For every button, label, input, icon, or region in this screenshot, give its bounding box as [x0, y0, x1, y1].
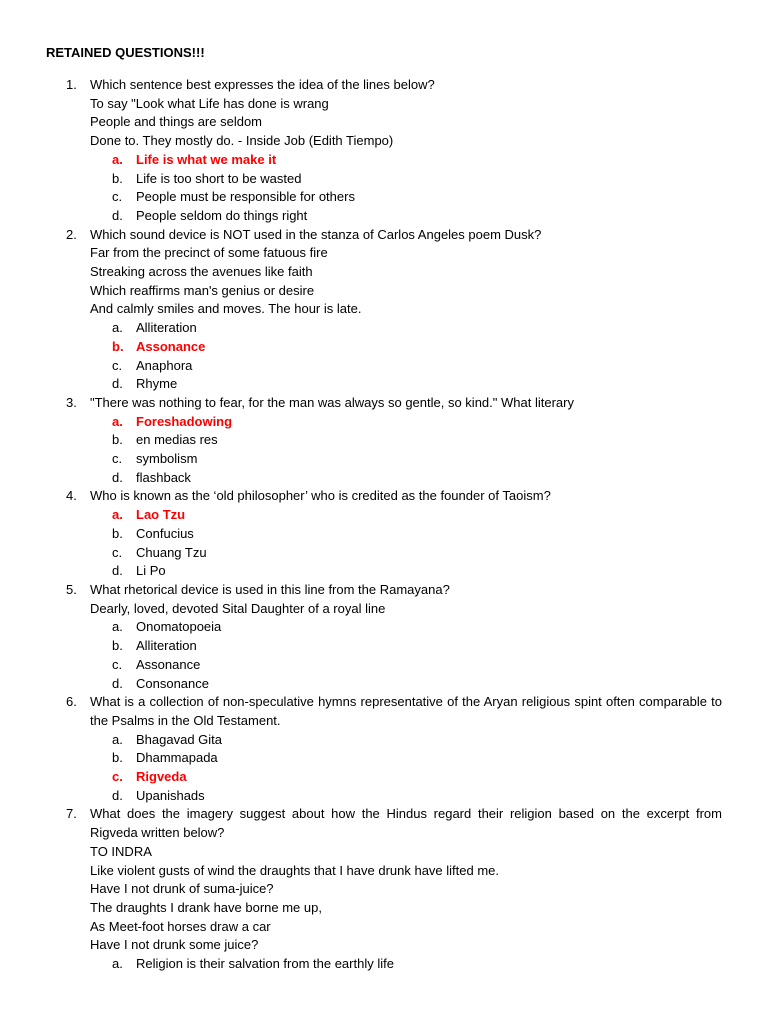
answer-choice	[90, 357, 722, 376]
choice-text: Rhyme	[136, 376, 178, 392]
answer-choice	[90, 207, 722, 226]
choice-letter: d.	[112, 376, 123, 392]
answer-choice	[90, 731, 722, 750]
question-text: Which sentence best expresses the idea of the lines below?	[90, 77, 435, 92]
choice-letter: a.	[112, 413, 123, 429]
choice-text: People seldom do things right	[136, 207, 308, 223]
choice-text: Assonance	[136, 338, 206, 354]
choice-text: Alliteration	[136, 320, 197, 336]
choice-list	[90, 618, 722, 693]
choice-letter: a.	[112, 507, 123, 523]
answer-choice	[90, 618, 722, 637]
choice-letter: d.	[112, 207, 123, 223]
correct-answer-choice	[90, 413, 722, 432]
choice-text: Upanishads	[136, 787, 205, 803]
question-number: 7.	[66, 806, 77, 822]
choice-letter: c.	[112, 451, 123, 467]
answer-choice	[90, 675, 722, 694]
answer-choice	[90, 637, 722, 656]
answer-choice	[90, 319, 722, 338]
question-excerpt-line: To say "Look what Life has done is wrang	[90, 95, 329, 111]
choice-letter: b.	[112, 170, 123, 186]
question-text: Which sound device is NOT used in the stanza of Carlos Angeles poem Dusk?	[90, 226, 542, 242]
choice-list	[90, 506, 722, 581]
choice-text: Lao Tzu	[136, 507, 186, 523]
question-excerpt-line: TO INDRA	[90, 843, 152, 859]
document-title: RETAINED QUESTIONS!!!	[46, 45, 205, 60]
choice-letter: b.	[112, 525, 123, 541]
choice-text: Religion is their salvation from the earthly life	[136, 956, 394, 972]
question-excerpt-line: Far from the precinct of some fatuous fire	[90, 245, 328, 261]
choice-letter: d.	[112, 675, 123, 691]
answer-choice	[90, 188, 722, 207]
choice-text: en medias res	[136, 432, 218, 448]
choice-list	[90, 151, 722, 226]
correct-answer-choice	[90, 338, 722, 357]
choice-text: Confucius	[136, 525, 194, 541]
correct-answer-choice	[90, 506, 722, 525]
choice-text: Life is what we make it	[136, 151, 277, 167]
question-item	[0, 487, 768, 581]
question-list	[0, 76, 768, 974]
question-number: 2.	[66, 226, 77, 242]
question-excerpt-line: And calmly smiles and moves. The hour is late.	[90, 301, 362, 317]
choice-text: Assonance	[136, 656, 201, 672]
correct-answer-choice	[90, 151, 722, 170]
answer-choice	[90, 431, 722, 450]
question-text: Who is known as the ‘old philosopher’ who is credited as the founder of Taoism?	[90, 488, 551, 504]
choice-text: symbolism	[136, 451, 198, 467]
choice-list	[90, 731, 722, 806]
choice-text: Consonance	[136, 675, 209, 691]
question-excerpt-line: Dearly, loved, devoted Sital Daughter of a royal line	[90, 600, 386, 616]
choice-text: Foreshadowing	[136, 413, 233, 429]
choice-text: Onomatopoeia	[136, 619, 222, 635]
question-number: 1.	[66, 77, 77, 92]
question-text: What rhetorical device is used in this line from the Ramayana?	[90, 581, 450, 597]
answer-choice	[90, 469, 722, 488]
answer-choice	[90, 749, 722, 768]
question-excerpt-line: The draughts I drank have borne me up,	[90, 899, 322, 915]
answer-choice	[90, 375, 722, 394]
answer-choice	[90, 562, 722, 581]
choice-text: People must be responsible for others	[136, 189, 355, 205]
question-item	[0, 394, 768, 488]
question-text: "There was nothing to fear, for the man was always so gentle, so kind." What literary	[90, 394, 574, 410]
choice-text: Rigveda	[136, 769, 187, 785]
question-text: What does the imagery suggest about how the Hindus regard their religion based on the excerpt from Rigveda written below?	[90, 806, 722, 841]
question-excerpt-line: Have I not drunk some juice?	[90, 937, 259, 953]
choice-letter: c.	[112, 656, 123, 672]
choice-list	[90, 955, 722, 974]
question-item	[0, 581, 768, 693]
question-number: 3.	[66, 394, 77, 410]
choice-letter: d.	[112, 563, 123, 579]
choice-letter: c.	[112, 769, 123, 785]
choice-list	[90, 319, 722, 394]
choice-text: Dhammapada	[136, 750, 218, 766]
choice-letter: d.	[112, 787, 123, 803]
choice-text: Li Po	[136, 563, 166, 579]
choice-letter: a.	[112, 151, 123, 167]
choice-letter: c.	[112, 544, 123, 560]
answer-choice	[90, 544, 722, 563]
question-item	[0, 693, 768, 805]
answer-choice	[90, 525, 722, 544]
question-excerpt-line: As Meet-foot horses draw a car	[90, 918, 271, 934]
choice-letter: c.	[112, 357, 123, 373]
choice-list	[90, 413, 722, 488]
question-item	[0, 805, 768, 973]
answer-choice	[90, 955, 722, 974]
choice-text: Life is too short to be wasted	[136, 170, 302, 186]
question-text: What is a collection of non-speculative hymns representative of the Aryan religious spint often comparable to the Psalms in the Old Testament.	[90, 694, 722, 728]
choice-text: Bhagavad Gita	[136, 731, 223, 747]
choice-letter: b.	[112, 750, 123, 766]
choice-letter: b.	[112, 432, 123, 448]
choice-letter: d.	[112, 469, 123, 485]
choice-letter: a.	[112, 320, 123, 336]
question-item	[0, 76, 768, 226]
question-item	[0, 226, 768, 394]
question-excerpt-line: Streaking across the avenues like faith	[90, 264, 313, 280]
question-excerpt-line: Done to. They mostly do. - Inside Job (Edith Tiempo)	[90, 133, 394, 149]
choice-letter: b.	[112, 638, 123, 654]
choice-text: flashback	[136, 469, 191, 485]
choice-text: Alliteration	[136, 638, 197, 654]
answer-choice	[90, 787, 722, 806]
answer-choice	[90, 656, 722, 675]
question-number: 6.	[66, 694, 77, 710]
choice-letter: c.	[112, 189, 123, 205]
choice-letter: a.	[112, 731, 123, 747]
question-excerpt-line: Like violent gusts of wind the draughts that I have drunk have lifted me.	[90, 862, 500, 878]
answer-choice	[90, 450, 722, 469]
question-excerpt-line: Have I not drunk of suma-juice?	[90, 881, 274, 897]
choice-letter: a.	[112, 619, 123, 635]
question-number: 5.	[66, 581, 77, 597]
question-number: 4.	[66, 488, 77, 504]
answer-choice	[90, 170, 722, 189]
question-excerpt-line: People and things are seldom	[90, 114, 263, 130]
correct-answer-choice	[90, 768, 722, 787]
choice-text: Chuang Tzu	[136, 544, 207, 560]
choice-letter: a.	[112, 956, 123, 972]
question-excerpt-line: Which reaffirms man's genius or desire	[90, 282, 315, 298]
choice-letter: b.	[112, 338, 124, 354]
choice-text: Anaphora	[136, 357, 193, 373]
